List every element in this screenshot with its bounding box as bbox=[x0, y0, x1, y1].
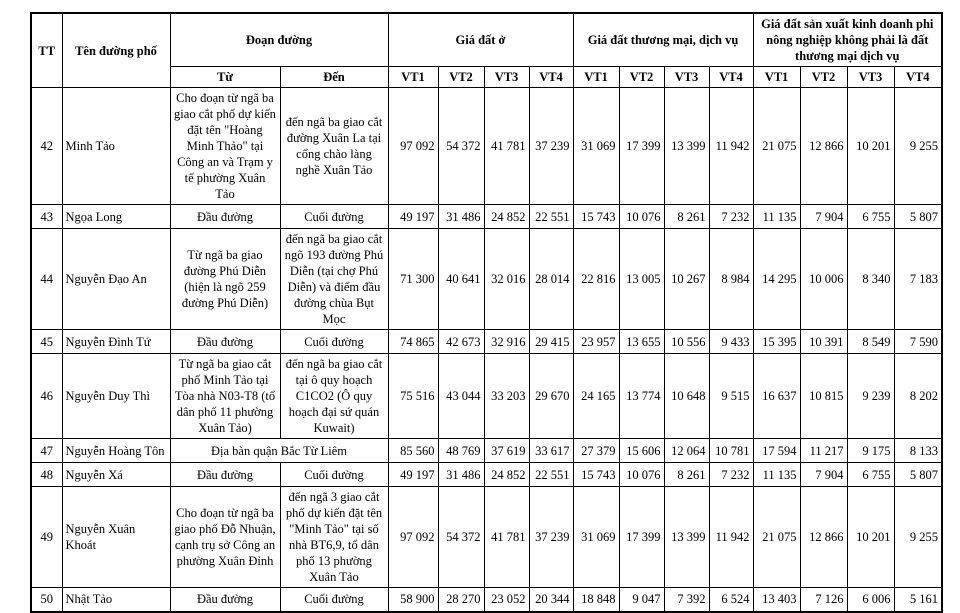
header-tt: TT bbox=[31, 13, 62, 88]
header-vt3: VT3 bbox=[484, 67, 529, 88]
price-cell: 7 590 bbox=[894, 330, 942, 354]
table-header bbox=[31, 13, 942, 88]
price-cell: 10 781 bbox=[709, 439, 753, 463]
section-merged-cell: Địa bàn quận Bắc Từ Liêm bbox=[170, 439, 388, 463]
price-cell: 5 161 bbox=[894, 588, 942, 612]
from-cell: Từ ngã ba giao cắt phố Minh Tảo tại Tòa nhà N03-T8 (tổ dân phố 11 phường Xuân Tảo) bbox=[170, 354, 280, 439]
price-cell: 6 006 bbox=[847, 588, 894, 612]
price-cell: 28 014 bbox=[529, 229, 573, 330]
price-cell: 13 399 bbox=[664, 487, 709, 588]
price-cell: 18 848 bbox=[573, 588, 619, 612]
price-cell: 10 815 bbox=[800, 354, 847, 439]
price-cell: 31 069 bbox=[573, 88, 619, 205]
price-cell: 15 395 bbox=[753, 330, 800, 354]
price-cell: 6 524 bbox=[709, 588, 753, 612]
table-row bbox=[31, 463, 942, 487]
price-cell: 7 392 bbox=[664, 588, 709, 612]
price-cell: 58 900 bbox=[388, 588, 438, 612]
row-number-cell: 44 bbox=[31, 229, 62, 330]
price-cell: 71 300 bbox=[388, 229, 438, 330]
price-cell: 9 047 bbox=[619, 588, 664, 612]
price-cell: 5 807 bbox=[894, 463, 942, 487]
price-cell: 10 201 bbox=[847, 88, 894, 205]
header-vt2: VT2 bbox=[619, 67, 664, 88]
price-cell: 7 126 bbox=[800, 588, 847, 612]
price-cell: 11 217 bbox=[800, 439, 847, 463]
price-cell: 8 261 bbox=[664, 205, 709, 229]
price-cell: 40 641 bbox=[438, 229, 484, 330]
price-cell: 17 399 bbox=[619, 487, 664, 588]
price-cell: 74 865 bbox=[388, 330, 438, 354]
price-cell: 27 379 bbox=[573, 439, 619, 463]
row-number-cell: 49 bbox=[31, 487, 62, 588]
price-cell: 49 197 bbox=[388, 463, 438, 487]
row-number-cell: 48 bbox=[31, 463, 62, 487]
street-name-cell: Nguyễn Đình Tứ bbox=[62, 330, 170, 354]
to-cell: đến ngã ba giao cắt đường Xuân La tại cổng chào làng nghề Xuân Tảo bbox=[280, 88, 388, 205]
price-cell: 7 232 bbox=[709, 463, 753, 487]
row-number-cell: 45 bbox=[31, 330, 62, 354]
to-cell: Cuối đường bbox=[280, 330, 388, 354]
price-cell: 13 403 bbox=[753, 588, 800, 612]
header-commercial-price: Giá đất thương mại, dịch vụ bbox=[573, 13, 753, 67]
price-cell: 10 201 bbox=[847, 487, 894, 588]
price-cell: 15 743 bbox=[573, 463, 619, 487]
street-name-cell: Nguyễn Duy Thì bbox=[62, 354, 170, 439]
header-vt4: VT4 bbox=[709, 67, 753, 88]
from-cell: Đầu đường bbox=[170, 330, 280, 354]
header-vt1: VT1 bbox=[753, 67, 800, 88]
table-row bbox=[31, 588, 942, 612]
price-cell: 10 648 bbox=[664, 354, 709, 439]
price-cell: 8 133 bbox=[894, 439, 942, 463]
price-cell: 22 551 bbox=[529, 463, 573, 487]
price-cell: 13 005 bbox=[619, 229, 664, 330]
price-cell: 9 255 bbox=[894, 487, 942, 588]
price-cell: 28 270 bbox=[438, 588, 484, 612]
price-cell: 22 551 bbox=[529, 205, 573, 229]
header-vt2: VT2 bbox=[800, 67, 847, 88]
header-to: Đến bbox=[280, 67, 388, 88]
price-cell: 22 816 bbox=[573, 229, 619, 330]
price-cell: 37 239 bbox=[529, 88, 573, 205]
price-cell: 33 203 bbox=[484, 354, 529, 439]
price-cell: 37 619 bbox=[484, 439, 529, 463]
price-cell: 15 606 bbox=[619, 439, 664, 463]
price-cell: 8 340 bbox=[847, 229, 894, 330]
price-cell: 20 344 bbox=[529, 588, 573, 612]
price-cell: 12 064 bbox=[664, 439, 709, 463]
price-cell: 33 617 bbox=[529, 439, 573, 463]
price-cell: 24 165 bbox=[573, 354, 619, 439]
price-cell: 10 391 bbox=[800, 330, 847, 354]
header-vt3: VT3 bbox=[664, 67, 709, 88]
price-cell: 11 135 bbox=[753, 463, 800, 487]
price-cell: 24 852 bbox=[484, 205, 529, 229]
to-cell: Cuối đường bbox=[280, 588, 388, 612]
row-number-cell: 50 bbox=[31, 588, 62, 612]
row-number-cell: 46 bbox=[31, 354, 62, 439]
street-name-cell: Nguyễn Đạo An bbox=[62, 229, 170, 330]
table-row bbox=[31, 229, 942, 330]
price-cell: 9 239 bbox=[847, 354, 894, 439]
price-cell: 12 866 bbox=[800, 88, 847, 205]
price-cell: 41 781 bbox=[484, 487, 529, 588]
price-cell: 15 743 bbox=[573, 205, 619, 229]
street-name-cell: Nguyễn Xá bbox=[62, 463, 170, 487]
price-cell: 7 904 bbox=[800, 463, 847, 487]
price-cell: 8 984 bbox=[709, 229, 753, 330]
header-vt1: VT1 bbox=[573, 67, 619, 88]
price-cell: 10 556 bbox=[664, 330, 709, 354]
price-cell: 24 852 bbox=[484, 463, 529, 487]
table-body bbox=[31, 88, 942, 612]
table-row bbox=[31, 439, 942, 463]
price-cell: 23 957 bbox=[573, 330, 619, 354]
price-cell: 9 175 bbox=[847, 439, 894, 463]
price-cell: 10 267 bbox=[664, 229, 709, 330]
price-cell: 7 183 bbox=[894, 229, 942, 330]
price-cell: 14 295 bbox=[753, 229, 800, 330]
header-vt2: VT2 bbox=[438, 67, 484, 88]
price-cell: 29 415 bbox=[529, 330, 573, 354]
header-vt4: VT4 bbox=[894, 67, 942, 88]
price-cell: 13 774 bbox=[619, 354, 664, 439]
price-cell: 8 261 bbox=[664, 463, 709, 487]
price-cell: 75 516 bbox=[388, 354, 438, 439]
header-vt3: VT3 bbox=[847, 67, 894, 88]
from-cell: Đầu đường bbox=[170, 205, 280, 229]
price-cell: 97 092 bbox=[388, 487, 438, 588]
from-cell: Từ ngã ba giao đường Phú Diễn (hiện là ngõ 259 đường Phú Diễn) bbox=[170, 229, 280, 330]
from-cell: Đầu đường bbox=[170, 588, 280, 612]
price-cell: 37 239 bbox=[529, 487, 573, 588]
row-number-cell: 42 bbox=[31, 88, 62, 205]
price-cell: 17 594 bbox=[753, 439, 800, 463]
from-cell: Cho đoạn từ ngã ba giao cắt phố dự kiến đặt tên "Hoàng Minh Thảo" tại Công an và Trạm y tế phường Xuân Tảo bbox=[170, 88, 280, 205]
street-name-cell: Nguyễn Hoàng Tôn bbox=[62, 439, 170, 463]
to-cell: đến ngã 3 giao cắt phố dự kiến đặt tên "Minh Tảo" tại số nhà BT6,9, tổ dân phố 13 phường Xuân Tảo bbox=[280, 487, 388, 588]
header-from: Từ bbox=[170, 67, 280, 88]
street-name-cell: Ngọa Long bbox=[62, 205, 170, 229]
price-cell: 5 807 bbox=[894, 205, 942, 229]
price-cell: 13 399 bbox=[664, 88, 709, 205]
price-cell: 8 202 bbox=[894, 354, 942, 439]
price-cell: 32 916 bbox=[484, 330, 529, 354]
street-name-cell: Nhật Tảo bbox=[62, 588, 170, 612]
price-cell: 11 942 bbox=[709, 487, 753, 588]
price-cell: 17 399 bbox=[619, 88, 664, 205]
price-cell: 11 942 bbox=[709, 88, 753, 205]
header-residential-price: Giá đất ở bbox=[388, 13, 573, 67]
price-cell: 8 549 bbox=[847, 330, 894, 354]
street-name-cell: Minh Tảo bbox=[62, 88, 170, 205]
price-cell: 10 076 bbox=[619, 205, 664, 229]
price-cell: 32 016 bbox=[484, 229, 529, 330]
price-cell: 7 904 bbox=[800, 205, 847, 229]
price-cell: 97 092 bbox=[388, 88, 438, 205]
from-cell: Đầu đường bbox=[170, 463, 280, 487]
to-cell: đến ngã ba giao cắt tại ô quy hoạch C1CO2 (Ô quy hoạch đại sứ quán Kuwait) bbox=[280, 354, 388, 439]
from-cell: Cho đoạn từ ngã ba giao phố Đỗ Nhuận, cạnh trụ sở Công an phường Xuân Đỉnh bbox=[170, 487, 280, 588]
table-row bbox=[31, 205, 942, 229]
header-street-name: Tên đường phố bbox=[62, 13, 170, 88]
row-number-cell: 47 bbox=[31, 439, 62, 463]
price-cell: 48 769 bbox=[438, 439, 484, 463]
header-production-price: Giá đất sản xuất kinh doanh phi nông nghiệp không phải là đất thương mại dịch vụ bbox=[753, 13, 942, 67]
to-cell: Cuối đường bbox=[280, 463, 388, 487]
price-cell: 41 781 bbox=[484, 88, 529, 205]
price-cell: 31 486 bbox=[438, 463, 484, 487]
price-cell: 23 052 bbox=[484, 588, 529, 612]
header-road-section: Đoạn đường bbox=[170, 13, 388, 67]
price-cell: 9 433 bbox=[709, 330, 753, 354]
table-row bbox=[31, 487, 942, 588]
header-vt1: VT1 bbox=[388, 67, 438, 88]
price-cell: 9 515 bbox=[709, 354, 753, 439]
price-cell: 31 069 bbox=[573, 487, 619, 588]
price-cell: 11 135 bbox=[753, 205, 800, 229]
price-cell: 54 372 bbox=[438, 88, 484, 205]
price-cell: 13 655 bbox=[619, 330, 664, 354]
price-cell: 16 637 bbox=[753, 354, 800, 439]
to-cell: đến ngã ba giao cắt ngõ 193 đường Phú Diễn (tại chợ Phú Diễn) và điểm đầu đường chùa Bụt Mọc bbox=[280, 229, 388, 330]
price-cell: 43 044 bbox=[438, 354, 484, 439]
price-cell: 10 076 bbox=[619, 463, 664, 487]
price-cell: 54 372 bbox=[438, 487, 484, 588]
price-cell: 21 075 bbox=[753, 88, 800, 205]
street-name-cell: Nguyễn Xuân Khoát bbox=[62, 487, 170, 588]
price-cell: 6 755 bbox=[847, 205, 894, 229]
land-price-table bbox=[30, 12, 943, 613]
price-cell: 29 670 bbox=[529, 354, 573, 439]
price-cell: 21 075 bbox=[753, 487, 800, 588]
price-cell: 10 006 bbox=[800, 229, 847, 330]
price-cell: 7 232 bbox=[709, 205, 753, 229]
price-cell: 6 755 bbox=[847, 463, 894, 487]
header-vt4: VT4 bbox=[529, 67, 573, 88]
table-row bbox=[31, 88, 942, 205]
table-row bbox=[31, 354, 942, 439]
price-cell: 42 673 bbox=[438, 330, 484, 354]
to-cell: Cuối đường bbox=[280, 205, 388, 229]
row-number-cell: 43 bbox=[31, 205, 62, 229]
price-cell: 12 866 bbox=[800, 487, 847, 588]
price-cell: 49 197 bbox=[388, 205, 438, 229]
price-cell: 31 486 bbox=[438, 205, 484, 229]
price-cell: 9 255 bbox=[894, 88, 942, 205]
table-row bbox=[31, 330, 942, 354]
price-cell: 85 560 bbox=[388, 439, 438, 463]
